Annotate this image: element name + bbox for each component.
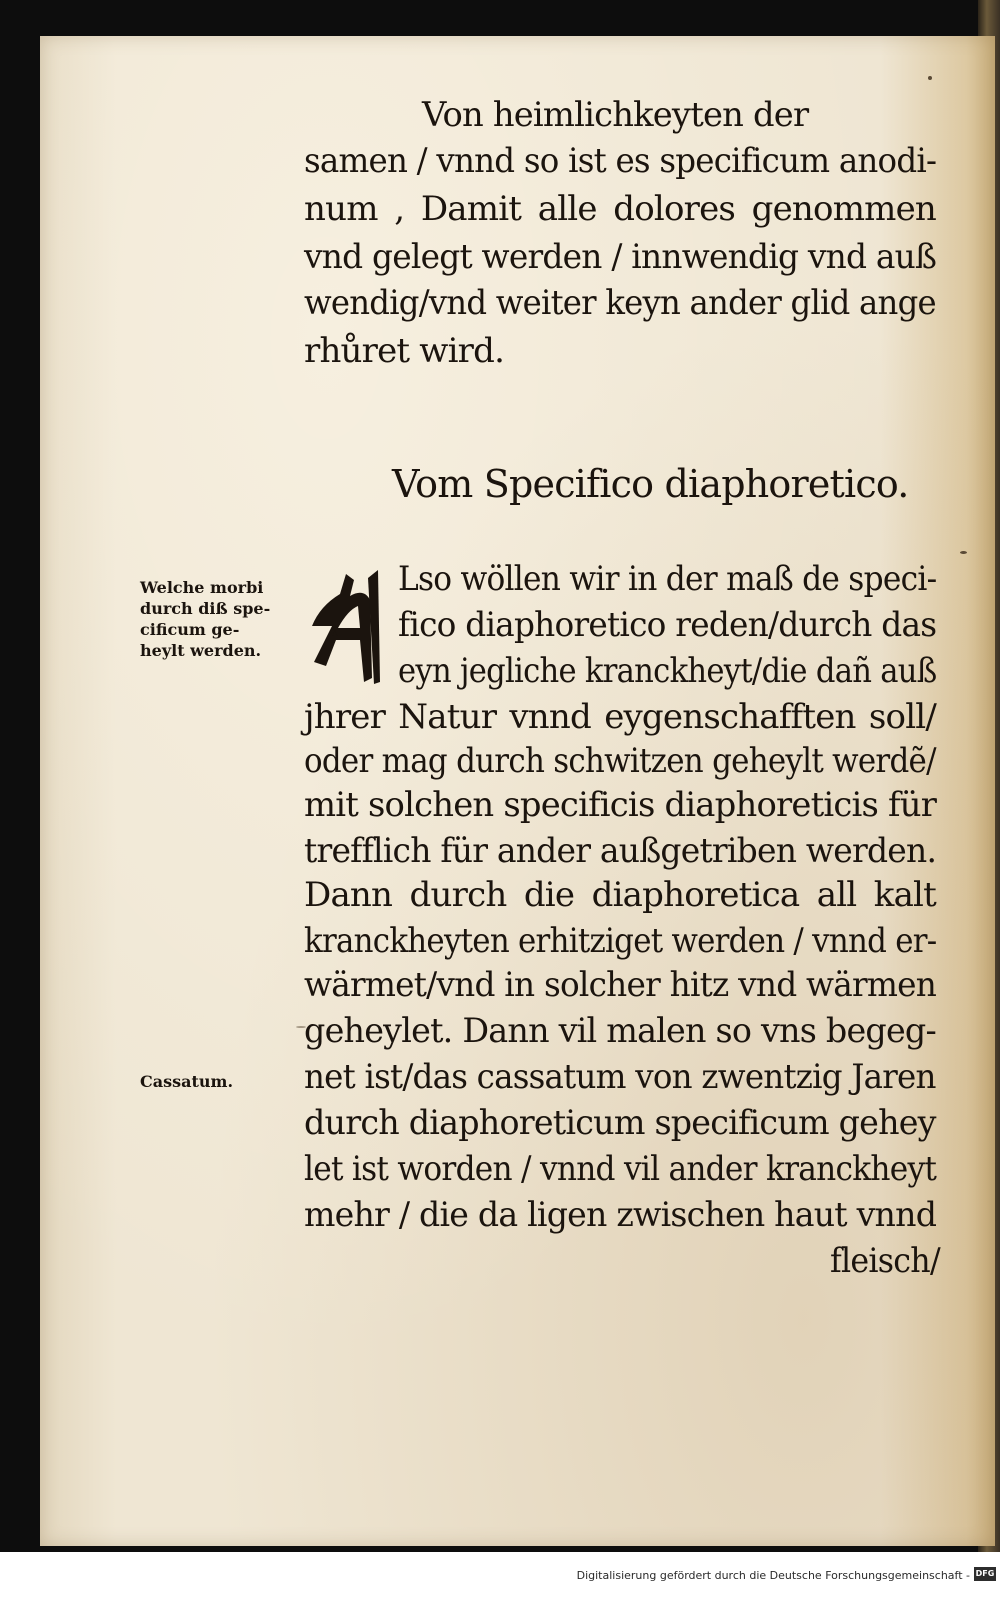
paper-speck	[960, 551, 967, 554]
paper-speck	[928, 76, 932, 80]
text-line: wendig/vnd weiter keyn ander glid ange	[304, 283, 936, 323]
text-line: samen / vnnd so ist es specificum anodi-	[304, 141, 937, 181]
text-line: rhůret wird.	[304, 331, 505, 371]
margin-note-line: Welche morbi	[140, 578, 264, 597]
margin-note-cassatum: Cassatum.	[140, 1072, 234, 1091]
text-line: mit solchen specificis diaphoreticis für	[304, 785, 937, 825]
text-line: eyn jegliche kranckheyt/die dañ auß	[398, 651, 937, 691]
text-line: jhrer Natur vnnd eygenschafften soll/	[304, 697, 936, 737]
footer-credit: Digitalisierung gefördert durch die Deutsche Forschungsgemeinschaft -	[576, 1569, 970, 1582]
margin-note-line: durch diß spe-	[140, 599, 271, 618]
section-heading: Vom Specifico diaphoretico.	[392, 462, 909, 506]
text-line: num , Damit alle dolores genommen	[304, 189, 936, 229]
dropcap-text: A	[332, 629, 338, 638]
dfg-logo: DFG	[974, 1567, 996, 1581]
text-line: Lso wöllen wir in der maß de speci-	[398, 559, 937, 599]
text-line: oder mag durch schwitzen geheylt werdẽ/	[304, 741, 936, 781]
text-line: let ist worden / vnnd vil ander kranckheyt	[304, 1149, 937, 1189]
text-line: fico diaphoretico reden/durch das	[398, 605, 937, 645]
text-line: kranckheyten erhitziget werden / vnnd er-	[304, 921, 937, 961]
text-line: Dann durch die diaphoretica all kalt	[304, 875, 936, 915]
dropcap-letter	[306, 566, 384, 684]
text-line: Von heimlichkeyten der	[422, 95, 809, 135]
text-line: geheylet. Dann vil malen so vns begeg-	[304, 1011, 936, 1051]
margin-note-line: heylt werden.	[140, 641, 262, 660]
margin-note	[140, 577, 270, 661]
text-line: trefflich für ander außgetriben werden.	[304, 831, 937, 871]
digitization-footer	[0, 1552, 1000, 1598]
text-line: net ist/das cassatum von zwentzig Jaren	[304, 1057, 936, 1097]
text-line: vnd gelegt werden / innwendig vnd auß	[304, 237, 937, 277]
catchword: fleisch/	[830, 1241, 940, 1281]
text-line: durch diaphoreticum specificum gehey	[304, 1103, 936, 1143]
text-line: wärmet/vnd in solcher hitz vnd wärmen	[304, 965, 937, 1005]
text-line: mehr / die da ligen zwischen haut vnnd	[304, 1195, 937, 1235]
margin-note-line: cificum ge-	[140, 620, 240, 639]
